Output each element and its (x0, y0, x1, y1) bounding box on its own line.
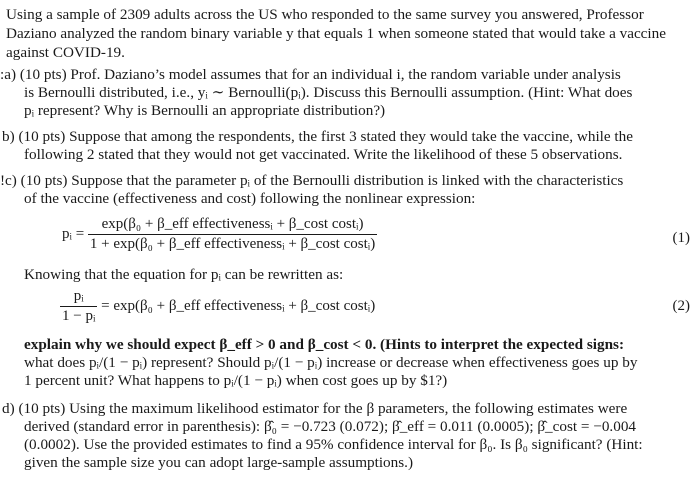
intro-line-1: Using a sample of 2309 adults across the US who responded to the same survey you answered, Professor (6, 6, 644, 23)
equation-2-denominator: 1 − pᵢ (62, 308, 96, 324)
part-d-line-4: given the sample size you can adopt large-sample assumptions.) (24, 454, 414, 471)
part-c-line-1: !c) (10 pts) Suppose that the parameter pᵢ of the Bernoulli distribution is linked with the characteristics (0, 172, 624, 189)
part-d-line-2: derived (standard error in parenthesis): β̂₀ = −0.723 (0.072); β̂_eff = 0.011 (0.0005); β̂_cost = −0.004 (24, 418, 637, 435)
part-b-line-1: b) (10 pts) Suppose that among the respondents, the first 3 stated they would take the vaccine, while the (2, 128, 633, 145)
part-a-line-3: pᵢ represent? Why is Bernoulli an appropriate distribution?) (24, 102, 386, 119)
part-d-line-1: d) (10 pts) Using the maximum likelihood estimator for the β parameters, the following estimates were (2, 400, 628, 417)
equation-2-rhs: = exp(β₀ + β_eff effectivenessᵢ + β_cost costᵢ) (101, 298, 376, 314)
intro-line-3: against COVID-19. (6, 44, 125, 61)
equation-1-denominator: 1 + exp(β₀ + β_eff effectivenessᵢ + β_cost costᵢ) (89, 236, 376, 252)
part-c-line-3: Knowing that the equation for pᵢ can be rewritten as: (24, 266, 344, 283)
equation-2-numerator: pᵢ (73, 288, 84, 304)
equation-1-fraction (88, 216, 377, 253)
equation-1-lhs: pᵢ = (62, 226, 85, 242)
part-d-line-3: (0.0002). Use the provided estimates to find a 95% confidence interval for β₀. Is β₀ significant? (Hint: (24, 436, 643, 453)
equation-2 (60, 288, 375, 325)
part-c-line-6: 1 percent unit? What happens to pᵢ/(1 − pᵢ) when cost goes up by $1?) (24, 372, 448, 389)
equation-1-numerator: exp(β₀ + β_eff effectivenessᵢ + β_cost costᵢ) (101, 216, 364, 232)
equation-2-number: (2) (672, 298, 690, 314)
part-c-line-4: explain why we should expect β_eff > 0 and β_cost < 0. (Hints to interpret the expected signs: (24, 336, 625, 353)
part-a-line-1: :a) (10 pts) Prof. Daziano’s model assumes that for an individual i, the random variable under analysis (0, 66, 621, 83)
part-b-line-2: following 2 stated that they would not get vaccinated. Write the likelihood of these 5 observations. (24, 146, 623, 163)
equation-2-fraction (60, 288, 97, 325)
intro-line-2: Daziano analyzed the random binary variable y that equals 1 when someone stated that would take a vaccine (6, 25, 666, 42)
equation-1 (62, 216, 377, 253)
part-a-line-2: is Bernoulli distributed, i.e., yᵢ ∼ Bernoulli(pᵢ). Discuss this Bernoulli assumption. (Hint: What does (24, 84, 633, 101)
equation-1-number: (1) (672, 230, 690, 246)
part-c-line-5: what does pᵢ/(1 − pᵢ) represent? Should pᵢ/(1 − pᵢ) increase or decrease when effectiveness goes up by (24, 354, 638, 371)
part-c-line-2: of the vaccine (effectiveness and cost) following the nonlinear expression: (24, 190, 476, 207)
